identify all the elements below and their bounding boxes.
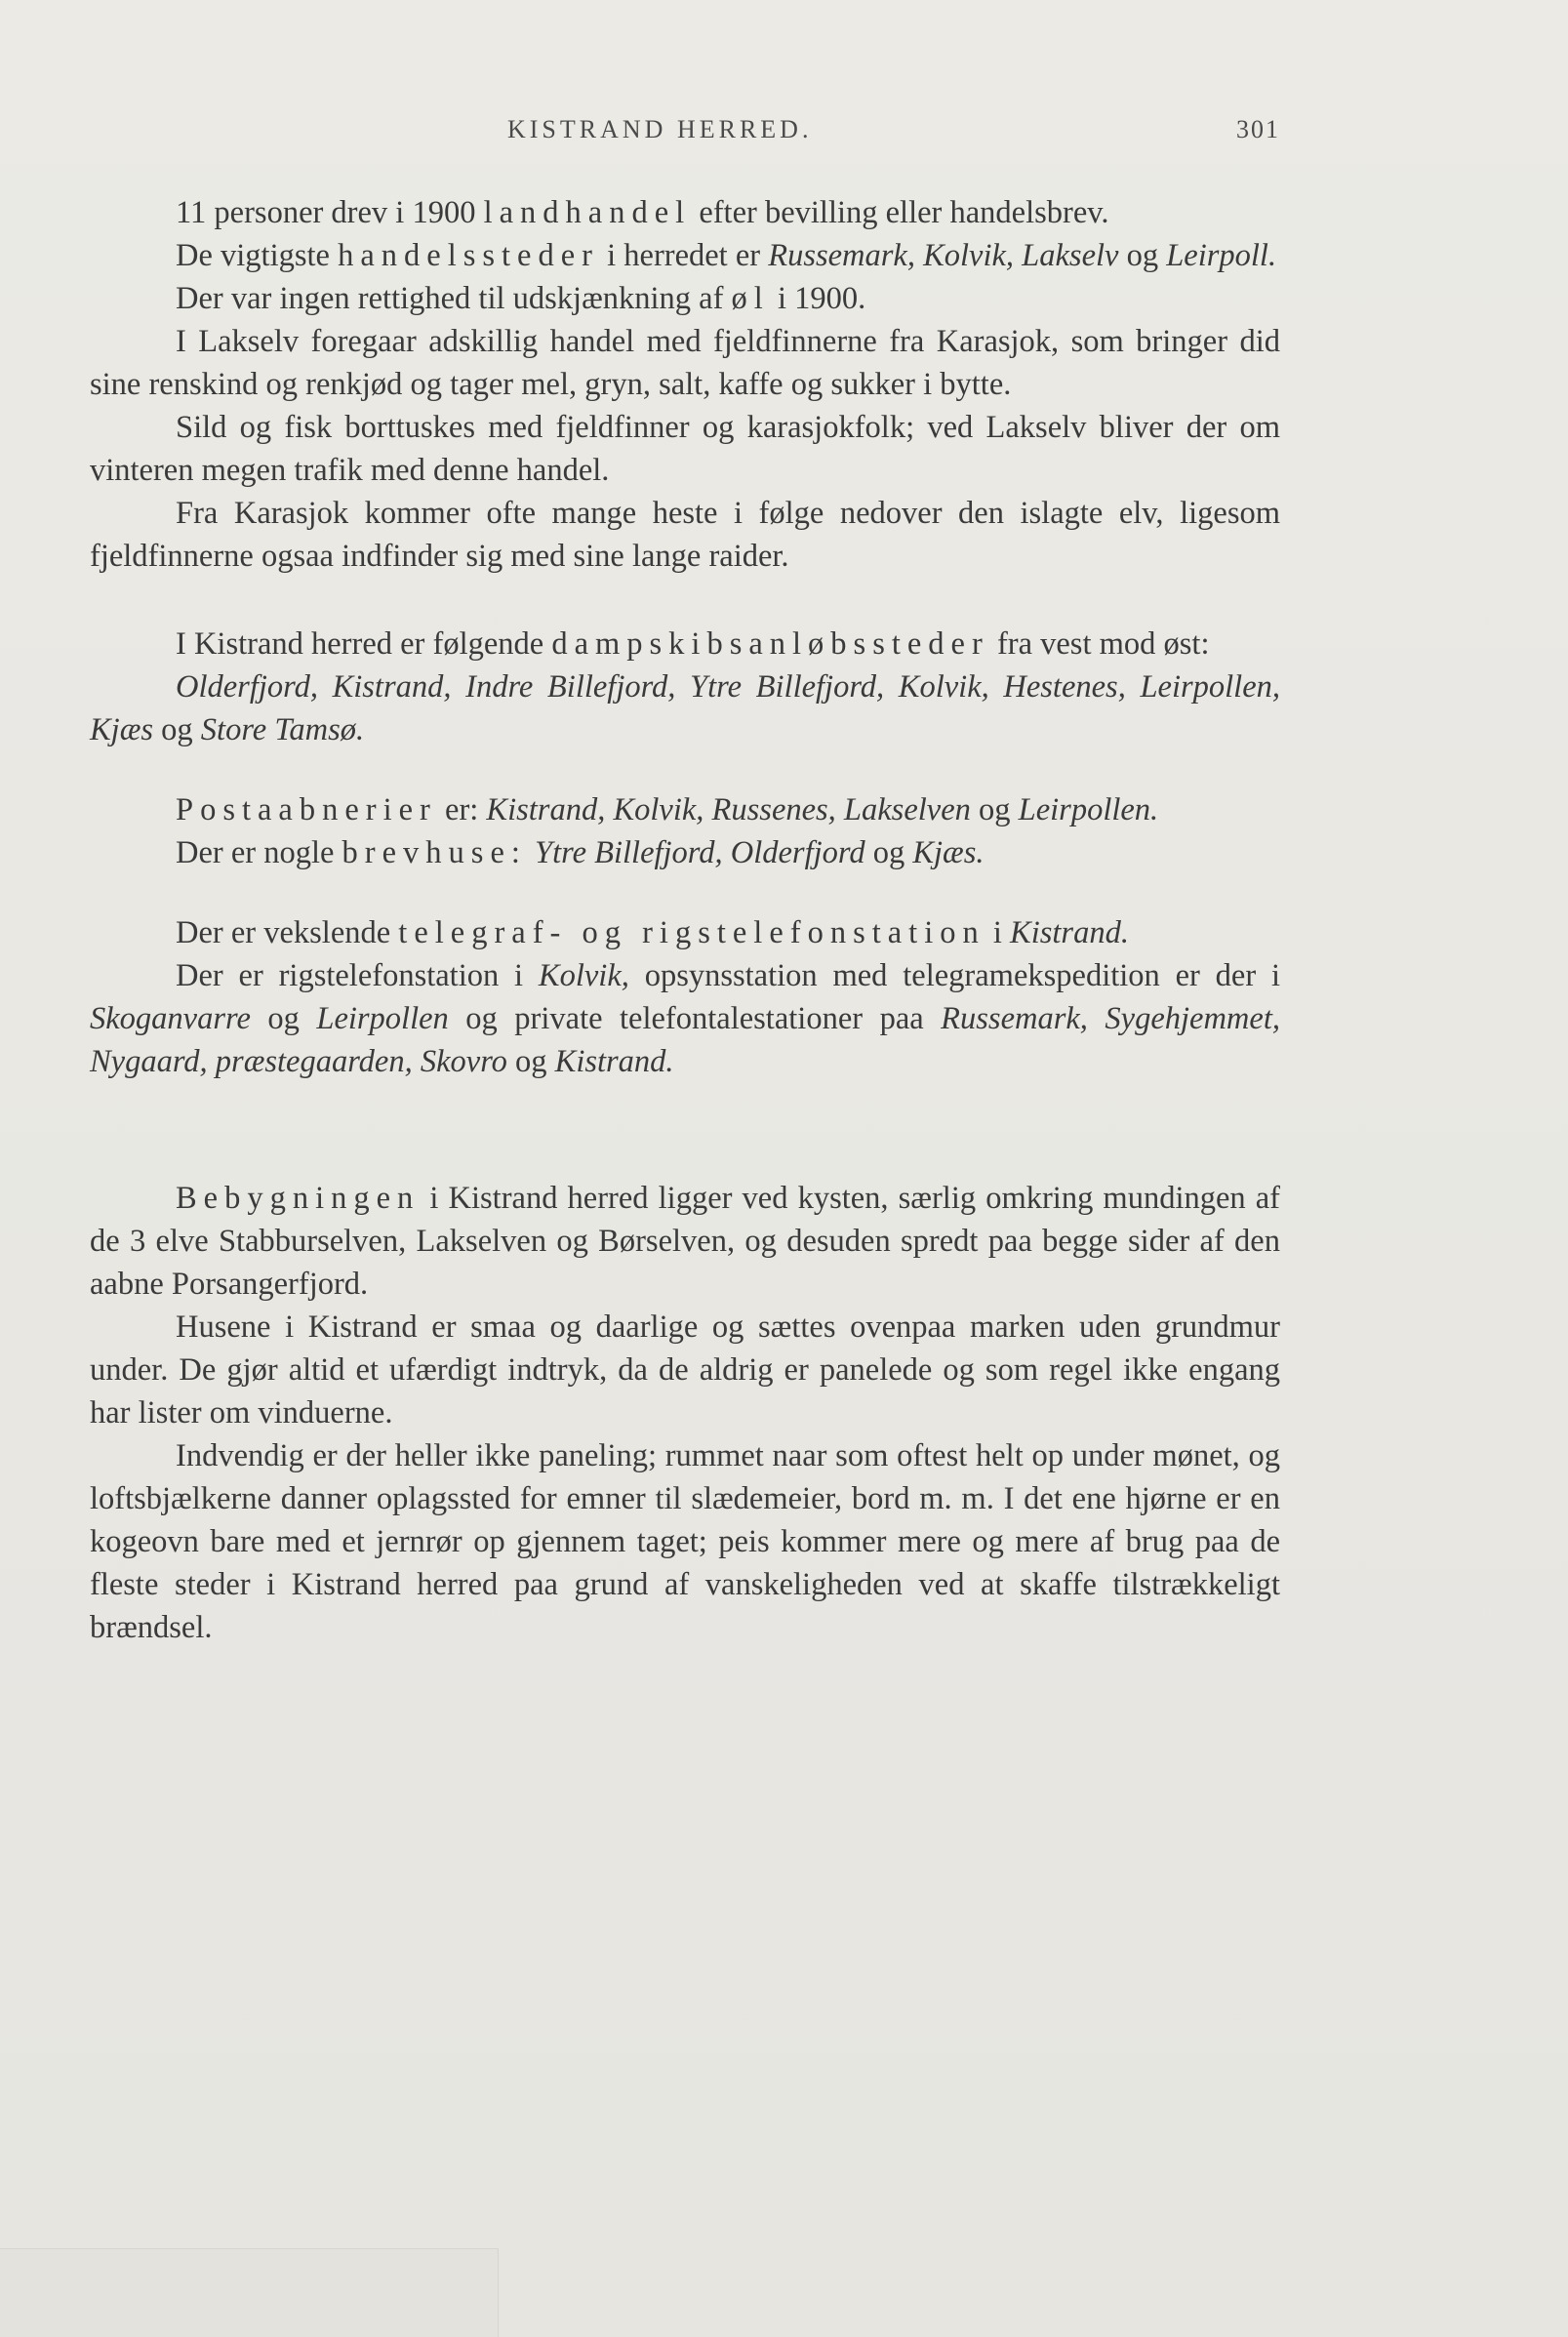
text-run: Der er nogle <box>176 835 342 870</box>
paragraph <box>90 1177 1280 1306</box>
text-run: og <box>1118 238 1167 273</box>
text-run: i Kistrand herred ligger ved kysten, særlig omkring mundingen af de 3 elve Stabburselven, Lakselven og Børselven, og desuden spredt paa begge sider af den aabne Porsangerfjord. <box>90 1181 1280 1302</box>
italic-run: Olderfjord, Kistrand, Indre Billefjord, Ytre Billefjord, Kolvik, Hestenes, Leirpollen, Kjæs <box>90 669 1280 747</box>
italic-run: Leirpollen. <box>1018 792 1159 827</box>
text-run <box>527 835 535 870</box>
paragraph <box>90 277 1280 320</box>
italic-run: Kjæs. <box>912 835 985 870</box>
text-run: i herredet er <box>598 238 769 273</box>
text-run: og <box>506 1044 555 1079</box>
italic-run: Kistrand. <box>1010 915 1129 950</box>
spaced-run: telegraf- og rigstelefonstation <box>398 915 985 950</box>
paragraph <box>90 831 1280 874</box>
text-run: Der var ingen rettighed til udskjænkning af <box>176 281 732 316</box>
text-run: og private telefontalestationer paa <box>448 1001 942 1036</box>
text-run: Fra Karasjok kommer ofte mange heste i følge nedover den islagte elv, ligesom fjeldfinnerne ogsaa indfinder sig med sine lange raider. <box>90 496 1280 574</box>
italic-run: Russemark, Sygehjemmet, Nygaard, præstegaarden, Skovro <box>90 1001 1280 1079</box>
text-run: opsynsstation med telegramekspedition er der i <box>628 958 1281 993</box>
spaced-run: handelssteder <box>338 238 599 273</box>
paragraph <box>90 406 1280 492</box>
spaced-run: landhandel <box>483 195 692 230</box>
paragraph <box>90 191 1280 234</box>
text-run: fra vest mod øst: <box>988 626 1210 662</box>
paragraph <box>90 492 1280 578</box>
paragraph <box>90 1306 1280 1434</box>
italic-run: Ytre Billefjord, Olderfjord <box>535 835 865 870</box>
text-run: i <box>985 915 1011 950</box>
paragraph <box>90 911 1280 954</box>
text-run: De vigtigste <box>176 238 339 273</box>
text-run: I Kistrand herred er følgende <box>176 626 552 662</box>
italic-run: Store Tamsø. <box>200 712 365 747</box>
italic-run: Kistrand, Kolvik, Russenes, Lakselven <box>486 792 971 827</box>
italic-run: Leirpoll. <box>1166 238 1277 273</box>
paragraph <box>90 623 1280 665</box>
text-run: og <box>864 835 913 870</box>
text-run: og <box>153 712 201 747</box>
spaced-run: dampskibsanløbssteder <box>551 626 989 662</box>
paragraph <box>90 665 1280 751</box>
text-run: Husene i Kistrand er smaa og daarlige og sættes ovenpaa marken uden grundmur under. De gjør altid et ufærdigt indtryk, da de aldrig er panelede og som regel ikke engang har lister om vinduerne. <box>90 1310 1280 1430</box>
text-run: 11 personer drev i 1900 <box>176 195 484 230</box>
text-run: I Lakselv foregaar adskillig handel med fjeldfinnerne fra Karasjok, som bringer did sine renskind og renkjød og tager mel, gryn, salt, kaffe og sukker i bytte. <box>90 324 1280 402</box>
text-run: Sild og fisk borttuskes med fjeldfinner og karasjokfolk; ved Lakselv bliver der om vinteren megen trafik med denne handel. <box>90 410 1280 488</box>
italic-run: Leirpollen <box>316 1001 449 1036</box>
body-text <box>90 191 1280 1649</box>
spaced-run: Bebygningen <box>176 1181 421 1216</box>
italic-run: Skoganvarre <box>90 1001 251 1036</box>
text-run: Der er vekslende <box>176 915 399 950</box>
text-run: Indvendig er der heller ikke paneling; rummet naar som oftest helt op under mønet, og loftsbjælkerne danner oplagssted for emner til slædemeier, bord m. m. I det ene hjørne er en kogeovn bare med et jernrør op gjennem taget; peis kommer mere og mere af brug paa de fleste steder i Kistrand herred paa grund af vanskeligheden ved at skaffe tilstrækkeligt brændsel. <box>90 1438 1280 1645</box>
text-run: i 1900. <box>769 281 866 316</box>
italic-run: Russemark, Kolvik, Lakselv <box>768 238 1119 273</box>
paragraph <box>90 1434 1280 1649</box>
text-run: og <box>970 792 1019 827</box>
text-run: og <box>250 1001 317 1036</box>
paragraph <box>90 954 1280 1083</box>
scan-corner <box>0 2248 499 2337</box>
spaced-run: Postaabnerier <box>176 792 437 827</box>
italic-run: Kolvik, <box>538 958 629 993</box>
running-title: KISTRAND HERRED. <box>507 115 813 143</box>
text-run: Der er rigstelefonstation i <box>176 958 539 993</box>
italic-run: Kistrand. <box>554 1044 674 1079</box>
text-run: er: <box>436 792 487 827</box>
paragraph <box>90 234 1280 277</box>
page-number: 301 <box>1236 115 1280 143</box>
text-run: efter bevilling eller handelsbrev. <box>691 195 1109 230</box>
paragraph <box>90 788 1280 831</box>
spaced-run: brevhuse: <box>342 835 527 870</box>
spaced-run: øl <box>731 281 770 316</box>
paragraph <box>90 320 1280 406</box>
